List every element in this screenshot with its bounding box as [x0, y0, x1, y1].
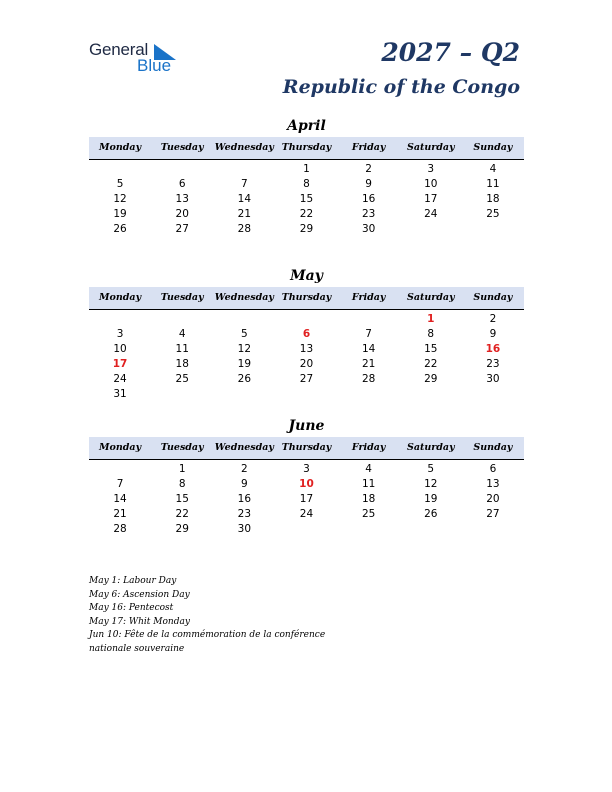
day-cell [275, 387, 337, 402]
day-cell: 16 [237, 493, 252, 505]
day-cell: 23 [361, 208, 376, 220]
day-cell: 15 [175, 493, 189, 505]
day-cell: 15 [299, 193, 314, 205]
day-cell [213, 387, 275, 402]
day-cell: 17 [424, 193, 438, 205]
day-cell [462, 522, 524, 537]
day-cell: 10 [299, 478, 314, 490]
week-row [89, 372, 524, 387]
day-cell: 4 [365, 463, 372, 475]
week-row [89, 387, 524, 402]
day-cell: 29 [424, 373, 438, 385]
month-may [89, 265, 524, 402]
month-name: May [290, 268, 323, 284]
day-cell: 6 [489, 463, 497, 475]
day-cell: 30 [486, 373, 500, 385]
day-cell: 11 [175, 343, 189, 355]
day-cell: 21 [361, 358, 376, 370]
page-title: 2027 – Q2 [381, 38, 520, 67]
day-cell: 22 [424, 358, 438, 370]
week-row [89, 207, 524, 222]
weekday-header: Tuesday [160, 292, 204, 303]
day-cell: 30 [361, 223, 376, 235]
weekday-header-row [89, 137, 524, 160]
weekday-header: Monday [99, 142, 142, 153]
day-cell: 18 [175, 358, 189, 370]
day-cell [338, 312, 400, 327]
day-cell: 21 [113, 508, 127, 520]
day-cell: 12 [424, 478, 438, 490]
day-cell: 4 [489, 163, 497, 175]
day-cell: 10 [113, 343, 127, 355]
day-cell [400, 222, 462, 237]
holiday-note: May 17: Whit Monday [89, 616, 190, 627]
day-cell: 24 [424, 208, 438, 220]
day-cell: 26 [113, 223, 127, 235]
day-cell: 2 [241, 463, 248, 475]
month-name: April [287, 118, 326, 134]
week-row [89, 507, 524, 522]
day-cell: 1 [303, 163, 310, 175]
day-cell: 27 [299, 373, 314, 385]
week-row [89, 462, 524, 477]
weekday-header: Friday [351, 142, 386, 153]
day-cell [89, 162, 151, 177]
logo-text-blue: Blue [137, 56, 172, 75]
day-cell: 29 [175, 523, 189, 535]
day-cell: 4 [178, 328, 186, 340]
day-cell: 17 [112, 358, 128, 370]
generalblue-logo [89, 40, 189, 76]
day-cell: 13 [299, 343, 314, 355]
month-name: June [288, 418, 325, 434]
country-subtitle: Republic of the Congo [282, 76, 520, 98]
day-cell: 8 [427, 328, 435, 340]
weekday-header: Sunday [473, 292, 513, 303]
weekday-header: Tuesday [160, 142, 204, 153]
day-cell: 6 [178, 178, 186, 190]
day-cell: 9 [241, 478, 248, 490]
weekday-header-row [89, 437, 524, 460]
day-cell: 12 [237, 343, 252, 355]
week-row [89, 162, 524, 177]
day-cell: 2 [489, 313, 497, 325]
day-cell: 13 [175, 193, 189, 205]
day-cell [400, 387, 462, 402]
day-cell [275, 522, 337, 537]
day-cell: 3 [303, 463, 310, 475]
day-cell [462, 222, 524, 237]
day-cell: 19 [113, 208, 127, 220]
day-cell: 7 [365, 328, 372, 340]
day-cell: 3 [427, 163, 435, 175]
weekday-header: Tuesday [160, 442, 204, 453]
day-cell [338, 522, 400, 537]
day-cell: 8 [178, 478, 186, 490]
day-cell: 16 [485, 343, 501, 355]
day-cell: 29 [299, 223, 314, 235]
day-cell [151, 162, 213, 177]
day-cell: 2 [365, 163, 372, 175]
week-row [89, 312, 524, 327]
day-cell: 15 [424, 343, 438, 355]
day-cell: 20 [299, 358, 314, 370]
day-cell [400, 522, 462, 537]
weekday-header: Friday [351, 292, 386, 303]
day-cell: 23 [237, 508, 252, 520]
day-cell: 5 [241, 328, 248, 340]
holiday-note: May 6: Ascension Day [89, 589, 190, 600]
day-cell: 11 [361, 478, 376, 490]
day-cell: 5 [427, 463, 435, 475]
weekday-header: Thursday [281, 292, 332, 303]
day-cell: 14 [361, 343, 376, 355]
day-cell: 27 [486, 508, 500, 520]
weekday-header: Monday [99, 292, 142, 303]
day-cell: 6 [302, 328, 311, 340]
day-cell: 30 [237, 523, 252, 535]
day-cell: 1 [178, 463, 186, 475]
logo-text-general: General [89, 40, 149, 59]
weekday-header-row [89, 287, 524, 310]
day-cell: 20 [486, 493, 500, 505]
week-row [89, 357, 524, 372]
day-cell: 9 [489, 328, 497, 340]
day-cell: 3 [116, 328, 124, 340]
day-cell: 7 [241, 178, 248, 190]
day-cell: 24 [299, 508, 314, 520]
week-row [89, 177, 524, 192]
week-row [89, 342, 524, 357]
weekday-header: Sunday [473, 442, 513, 453]
day-cell: 22 [299, 208, 314, 220]
day-cell: 28 [237, 223, 252, 235]
day-cell: 26 [424, 508, 438, 520]
month-april [89, 115, 524, 237]
weekday-header: Saturday [406, 442, 455, 453]
holiday-note: May 16: Pentecost [89, 603, 174, 613]
day-cell [462, 387, 524, 402]
day-cell: 24 [113, 373, 127, 385]
day-cell: 8 [303, 178, 310, 190]
weekday-header: Monday [99, 442, 142, 453]
day-cell: 19 [237, 358, 252, 370]
weekday-header: Wednesday [214, 292, 274, 303]
day-cell: 22 [175, 508, 189, 520]
day-cell [338, 387, 400, 402]
day-cell: 11 [486, 178, 500, 190]
weekday-header: Wednesday [214, 142, 274, 153]
day-cell: 1 [427, 313, 435, 325]
weekday-header: Saturday [406, 142, 455, 153]
week-row [89, 327, 524, 342]
day-cell: 16 [361, 193, 376, 205]
day-cell [151, 312, 213, 327]
day-cell [89, 462, 151, 477]
day-cell: 28 [361, 373, 376, 385]
day-cell: 19 [424, 493, 438, 505]
day-cell: 18 [486, 193, 500, 205]
weekday-header: Friday [351, 442, 386, 453]
weekday-header: Wednesday [214, 442, 274, 453]
day-cell: 7 [116, 478, 124, 490]
day-cell [151, 387, 213, 402]
day-cell: 28 [113, 523, 127, 535]
day-cell: 26 [237, 373, 252, 385]
weekday-header: Thursday [281, 142, 332, 153]
day-cell: 25 [486, 208, 500, 220]
day-cell: 5 [116, 178, 124, 190]
day-cell: 18 [361, 493, 376, 505]
week-row [89, 477, 524, 492]
day-cell: 13 [486, 478, 500, 490]
day-cell [275, 312, 337, 327]
holiday-note: Jun 10: Fête de la commémoration de la conférence nationale souveraine [89, 630, 326, 654]
holiday-note: May 1: Labour Day [89, 576, 177, 586]
day-cell: 14 [113, 493, 127, 505]
day-cell: 9 [365, 178, 372, 190]
day-cell: 14 [237, 193, 252, 205]
day-cell: 17 [299, 493, 314, 505]
day-cell: 25 [361, 508, 376, 520]
week-row [89, 192, 524, 207]
day-cell: 20 [175, 208, 189, 220]
weekday-header: Saturday [406, 292, 455, 303]
day-cell: 27 [175, 223, 189, 235]
day-cell: 10 [424, 178, 438, 190]
weekday-header: Sunday [473, 142, 513, 153]
day-cell: 12 [113, 193, 127, 205]
day-cell: 25 [175, 373, 189, 385]
week-row [89, 522, 524, 537]
day-cell: 23 [486, 358, 500, 370]
day-cell: 21 [237, 208, 252, 220]
day-cell [213, 312, 275, 327]
week-row [89, 492, 524, 507]
month-june [89, 415, 524, 537]
day-cell: 31 [113, 388, 127, 400]
day-cell [89, 312, 151, 327]
day-cell [213, 162, 275, 177]
holiday-notes [89, 575, 349, 656]
weekday-header: Thursday [281, 442, 332, 453]
week-row [89, 222, 524, 237]
